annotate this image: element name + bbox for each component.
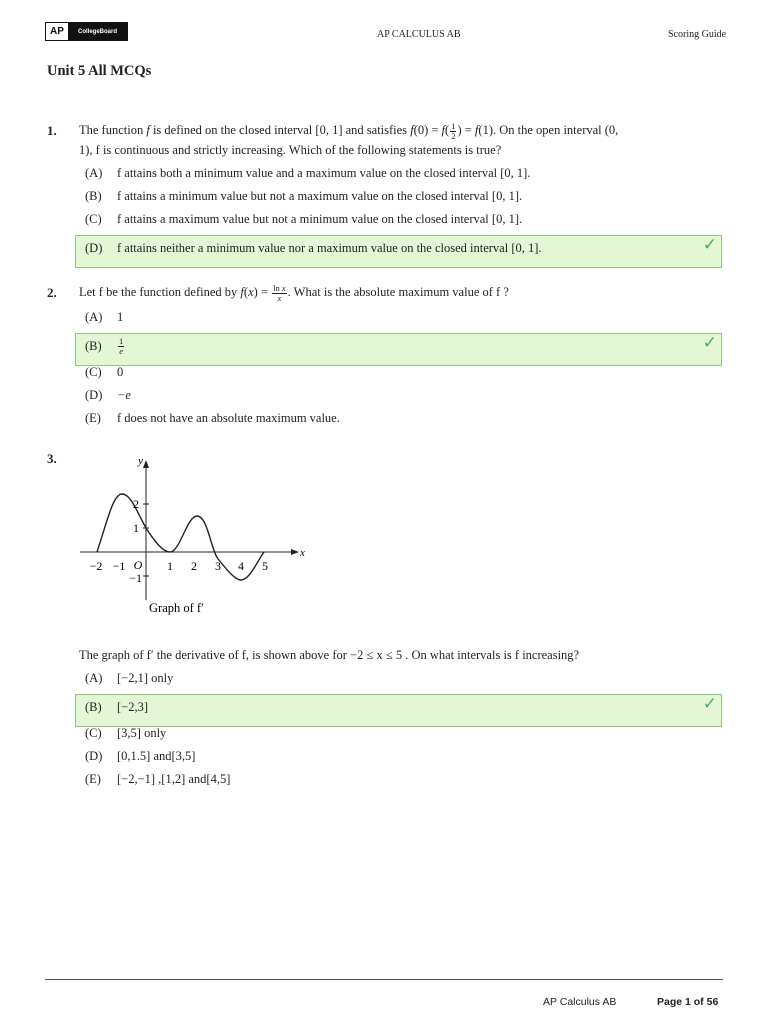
logo-ap-text: AP (46, 23, 68, 40)
question-2-option-e[interactable]: (E) f does not have an absolute maximum value. (85, 411, 340, 425)
question-3-text: The graph of f′ the derivative of f, is shown above for −2 ≤ x ≤ 5 . On what intervals is f increasing? (79, 648, 580, 662)
x-tick-label: −2 (89, 559, 103, 573)
one-over-e: $\frac{1}{e}$ (119, 336, 124, 356)
y-tick-label: 2 (133, 497, 139, 511)
question-3-number: 3. (47, 451, 57, 466)
x-tick-label: 1 (167, 559, 173, 573)
question-2-option-d[interactable]: (D) −e (85, 388, 131, 402)
question-1-option-b[interactable]: (B) f attains a minimum value but not a maximum value on the closed interval [0, 1]. (85, 189, 523, 203)
correct-checkmark-icon: ✓ (702, 235, 717, 255)
page-title: Unit 5 All MCQs (47, 63, 152, 79)
y-tick-label: 1 (133, 521, 139, 535)
y-tick-label: −1 (129, 571, 142, 585)
question-1-number: 1. (47, 123, 57, 138)
x-tick-label: −1 (112, 559, 126, 573)
correct-checkmark-icon: ✓ (702, 694, 717, 714)
question-2-number: 2. (47, 285, 57, 300)
question-3-option-b-correct[interactable]: (B) [−2,3] ✓ (75, 694, 722, 727)
y-axis-arrow-icon (143, 460, 149, 468)
y-axis-label: y (138, 455, 143, 467)
origin-label: O (133, 558, 143, 572)
x-tick-label: 5 (262, 559, 268, 573)
question-1-option-c[interactable]: (C) f attains a maximum value but not a minimum value on the closed interval [0, 1]. (85, 212, 523, 226)
x-axis-arrow-icon (291, 549, 299, 555)
question-3-option-e[interactable]: (E) [−2,−1] ,[1,2] and[4,5] (85, 772, 231, 786)
question-3-option-a[interactable]: (A) [−2,1] only (85, 671, 174, 685)
question-2-option-b-correct[interactable]: (B) $\frac{1}{e}$ ✓ (75, 333, 722, 366)
ap-collegeboard-logo (45, 22, 128, 41)
question-1-option-d-correct[interactable]: (D) f attains neither a minimum value nor a maximum value on the closed interval [0, 1]. ✓ (75, 235, 722, 268)
logo-collegeboard-text: CollegeBoard (68, 23, 127, 40)
x-tick-label: 4 (238, 559, 244, 573)
question-2-option-a[interactable]: (A) 1 (85, 310, 124, 324)
question-3-option-d[interactable]: (D) [0,1.5] and[3,5] (85, 749, 196, 763)
x-axis-label: x (300, 547, 305, 559)
x-tick-label: 2 (191, 559, 197, 573)
x-tick-label: 3 (215, 559, 221, 573)
header-course: AP CALCULUS AB (377, 29, 461, 40)
correct-checkmark-icon: ✓ (702, 333, 717, 353)
question-1-option-a[interactable]: (A) f attains both a minimum value and a maximum value on the closed interval [0, 1]. (85, 166, 531, 180)
footer-course: AP Calculus AB (543, 996, 617, 1008)
header-guide: Scoring Guide (668, 29, 727, 40)
question-3-option-c[interactable]: (C) [3,5] only (85, 726, 167, 740)
footer-page-number: Page 1 of 56 (657, 996, 719, 1008)
footer-divider (45, 979, 723, 980)
derivative-graph (75, 452, 315, 622)
question-1-text: The function f is defined on the closed interval [0, 1] and satisfies f(0) = f( $\frac{1}{2}$ ) = f(1). On the open interval (0, 1), f is continuous and strictly increasing. Which of the following statements is true? (79, 120, 619, 157)
question-2-text: Let f be the function defined by f(x) = $\frac{\text{ln x}}{x}$ . What is the absolute maximum value of f ? (79, 282, 509, 303)
question-2-option-c[interactable]: (C) 0 (85, 365, 124, 379)
graph-caption: Graph of f′ (149, 601, 204, 615)
